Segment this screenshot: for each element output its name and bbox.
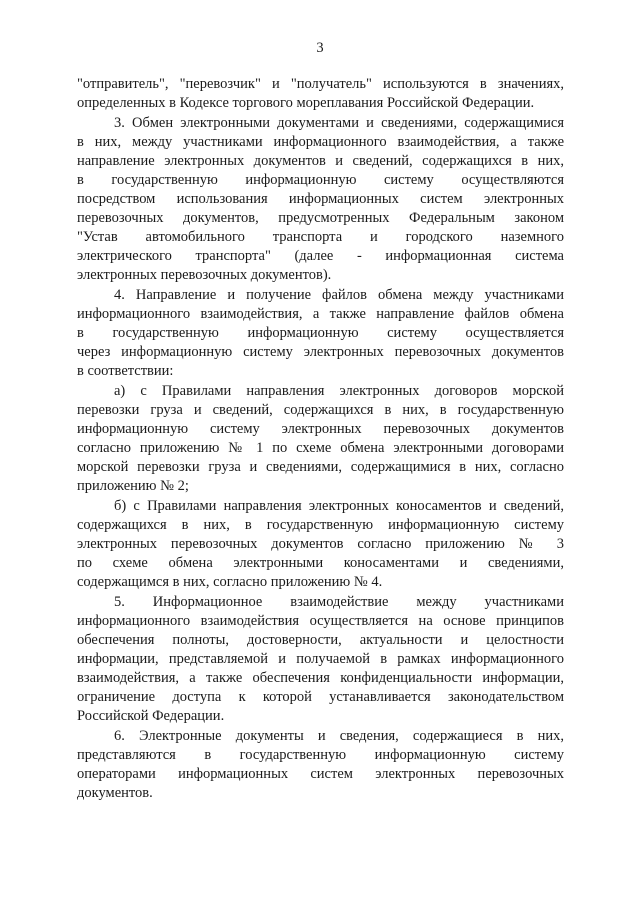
paragraph-definitions-continuation: [77, 75, 564, 113]
text-line: приложению № 2;: [77, 478, 189, 494]
paragraph-item-6: [77, 727, 564, 803]
text-line: 6. Электронные документы и сведения, содержащиеся в них,: [114, 728, 564, 744]
text-line: информации, представляемой и получаемой в рамках информационного: [77, 651, 564, 667]
paragraph-item-4: [77, 286, 564, 381]
text-line: а) с Правилами направления электронных договоров морской: [114, 383, 564, 399]
text-line: информационную систему электронных перевозочных документов: [77, 421, 564, 437]
text-line: документов.: [77, 785, 153, 801]
text-line: обеспечения полноты, достоверности, актуальности и целостности: [77, 632, 564, 648]
text-line: "Устав автомобильного транспорта и городского наземного: [77, 229, 564, 245]
text-line: через информационную систему электронных перевозочных документов: [77, 344, 564, 360]
text-line: в государственную информационную систему осуществляются: [77, 172, 564, 188]
text-line: информационного взаимодействия, а также направление файлов обмена: [77, 306, 564, 322]
text-line: электронных перевозочных документов).: [77, 267, 332, 283]
document-body: [77, 75, 564, 803]
text-line: 5. Информационное взаимодействие между участниками: [114, 594, 564, 610]
paragraph-item-3: [77, 114, 564, 285]
paragraph-item-5: [77, 593, 564, 726]
text-line: по схеме обмена электронными коносаментами и сведениями,: [77, 555, 564, 571]
text-line: представляются в государственную информационную систему: [77, 747, 564, 763]
text-line: Российской Федерации.: [77, 708, 225, 724]
text-line: согласно приложению № 1 по схеме обмена электронными договорами: [77, 440, 564, 456]
text-line: в них, между участниками информационного взаимодействия, а также: [77, 134, 564, 150]
text-line: "отправитель", "перевозчик" и "получатель" используются в значениях,: [77, 76, 564, 92]
text-line: морской перевозки груза и сведениями, содержащимися в них, согласно: [77, 459, 564, 475]
text-line: информационного взаимодействия осуществляется на основе принципов: [77, 613, 564, 629]
text-line: определенных в Кодексе торгового мореплавания Российской Федерации.: [77, 95, 535, 111]
text-line: 4. Направление и получение файлов обмена между участниками: [114, 287, 564, 303]
text-line: перевозочных документов, предусмотренных Федеральным законом: [77, 210, 564, 226]
text-line: электронных перевозочных документов согласно приложению № 3: [77, 536, 564, 552]
text-line: взаимодействия, а также обеспечения конфиденциальности информации,: [77, 670, 564, 686]
text-line: 3. Обмен электронными документами и сведениями, содержащимися: [114, 115, 564, 131]
text-line: в соответствии:: [77, 363, 174, 379]
text-line: посредством использования информационных систем электронных: [77, 191, 564, 207]
page-number: 3: [316, 40, 324, 56]
text-line: перевозки груза и сведений, содержащихся в них, в государственную: [77, 402, 564, 418]
text-line: содержащимся в них, согласно приложению № 4.: [77, 574, 383, 590]
text-line: направление электронных документов и сведений, содержащихся в них,: [77, 153, 564, 169]
text-line: содержащихся в них, в государственную информационную систему: [77, 517, 564, 533]
paragraph-subitem-a: [77, 382, 564, 496]
text-line: в государственную информационную систему осуществляется: [77, 325, 564, 341]
text-line: электрического транспорта" (далее - информационная система: [77, 248, 564, 264]
text-line: операторами информационных систем электронных перевозочных: [77, 766, 564, 782]
text-line: ограничение доступа к которой устанавливается законодательством: [77, 689, 564, 705]
paragraph-subitem-b: [77, 497, 564, 592]
text-line: б) с Правилами направления электронных коносаментов и сведений,: [114, 498, 564, 514]
